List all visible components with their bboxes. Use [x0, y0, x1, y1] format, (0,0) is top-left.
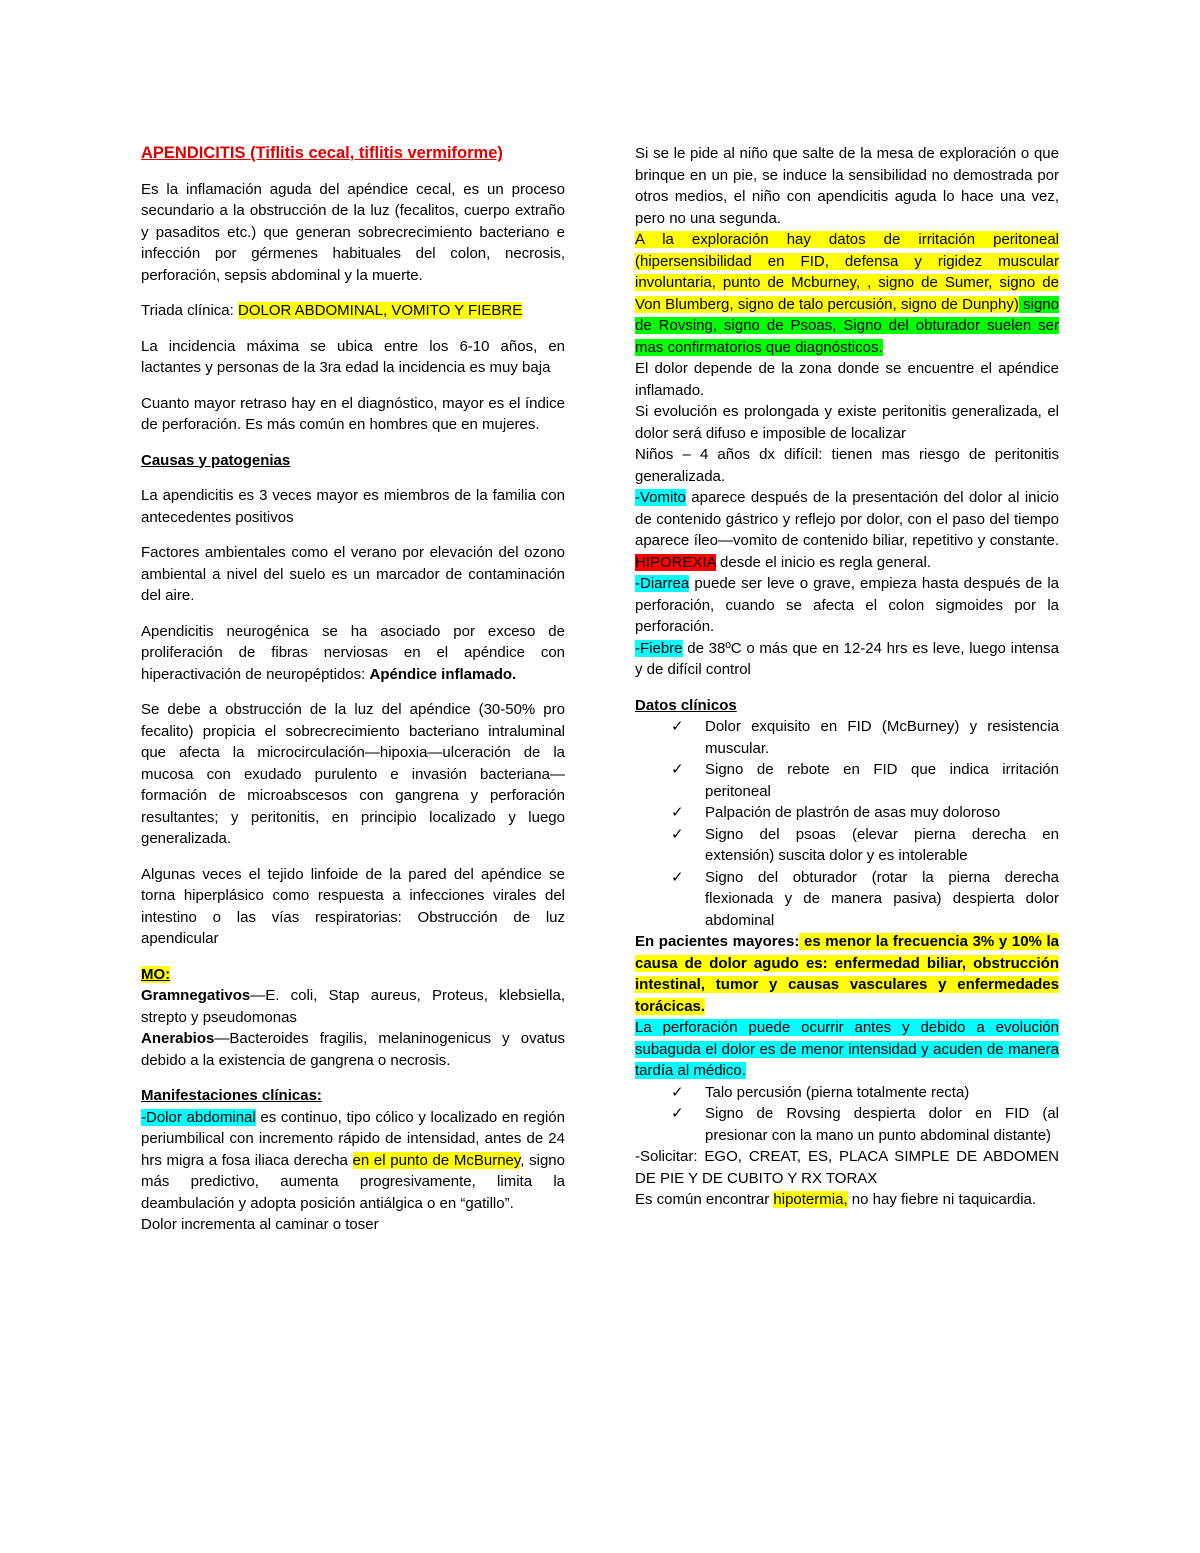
obstruction-paragraph: Se debe a obstrucción de la luz del apéndice (30-50% pro fecalito) propicia el sobrecrecimiento bacteriano intraluminal que afecta la microcirculación—hipoxia—ulceración de la mucosa con exudado purulento e invasión bacteriana—formación de microabscesos con gangrena y perforación resultantes; y peritonitis, en principio localizado y luego generalizada.	[141, 701, 565, 847]
vomit-paragraph	[635, 487, 1059, 573]
mcburney-highlight: en el punto de McBurney	[352, 1151, 521, 1169]
manifestations-heading: Manifestaciones clínicas:	[141, 1087, 322, 1104]
list-item	[635, 1082, 1059, 1104]
fever-label: -Fiebre	[635, 639, 683, 657]
common-text: Es común encontrar	[635, 1191, 774, 1208]
list-item-text: Talo percusión (pierna totalmente recta)	[705, 1083, 970, 1101]
older-text: es menor la frecuencia 3% y 10% la causa de dolor agudo es: enfermedad biliar, obstrucción intestinal, tumor y causas vasculares y enfermedades torácicas.	[635, 933, 1060, 1015]
list-item-text: Dolor exquisito en FID (McBurney) y resistencia muscular.	[705, 718, 1059, 757]
older-label: En pacientes mayores:	[635, 933, 800, 950]
list-item-text: Signo de rebote en FID que indica irritación peritoneal	[705, 761, 1059, 800]
diarrhea-label: -Diarrea	[635, 575, 690, 592]
incidence-paragraph: La incidencia máxima se ubica entre los 6-10 años, en lactantes y personas de la 3ra edad la incidencia es muy baja	[141, 337, 565, 376]
fever-paragraph	[635, 638, 1059, 681]
check-icon: ✓	[671, 761, 684, 778]
causes-heading: Causas y patogenias	[141, 451, 291, 469]
pain-text: es continuo, tipo cólico y localizado en región periumbilical con incremento rápido de intensidad, antes de 24 hrs migra a fosa iliaca derecha	[141, 1108, 565, 1169]
pain-paragraph	[141, 1107, 565, 1215]
neurogenic-paragraph	[141, 621, 565, 686]
list-item-text: Palpación de plastrón de asas muy doloroso	[705, 804, 1001, 821]
hypothermia-paragraph	[635, 1189, 1059, 1211]
hiporexia-highlight: HIPOREXIA	[635, 553, 716, 571]
exam-green-signs: signo de Rovsing, signo de Psoas, Signo del obturador	[635, 295, 1059, 334]
pain-text-2: , signo más predictivo, aumenta progresivamente, limita la deambulación y adopta posición antiálgica o en “gatillo”.	[141, 1151, 565, 1212]
older-patients-paragraph	[635, 931, 1059, 1017]
jump-paragraph: Si se le pide al niño que salte de la mesa de exploración o que brinque en un pie, se induce la sensibilidad no demostrada por otros medios, el niño con apendicitis aguda lo hace una vez, pero no una segunda.	[635, 145, 1059, 227]
family-paragraph: La apendicitis es 3 veces mayor es miembros de la familia con antecedentes positivos	[141, 487, 565, 526]
clinical-list	[635, 716, 1059, 931]
left-column	[141, 143, 565, 1236]
list-item	[635, 716, 1059, 759]
clinical-heading: Datos clínicos	[635, 696, 737, 714]
gram-paragraph	[141, 985, 565, 1028]
environment-paragraph: Factores ambientales como el verano por elevación del ozono ambiental a nivel del suelo es un marcador de contaminación del aire.	[141, 544, 565, 604]
intro-paragraph: Es la inflamación aguda del apéndice cecal, es un proceso secundario a la obstrucción de la luz (fecalitos, cuerpo extraño y pasaditos etc.) que generan sobrecrecimiento bacteriano e infección por gérmenes habituales del colon, necrosis, perforación, sepsis abdominal y la muerte.	[141, 180, 565, 284]
hypothermia-highlight: hipotermia,	[773, 1191, 848, 1208]
check-icon: ✓	[671, 1105, 684, 1122]
anaerobes-label: Anerabios	[141, 1030, 215, 1047]
list-item-text: Signo del psoas (elevar pierna derecha en extensión) suscita dolor y es intolerable	[705, 825, 1059, 864]
exam-yellow-text: A la exploración hay datos de irritación peritoneal (hipersensibilidad en FID, defensa y rigidez muscular involuntaria, punto de Mcburney, , signo de Sumer, signo de Von Blumberg, signo de talo percusión, signo de Dunphy)	[635, 231, 1059, 313]
vomit-text-2: desde el inicio es regla general.	[715, 553, 931, 571]
request-paragraph: -Solicitar: EGO, CREAT, ES, PLACA SIMPLE DE ABDOMEN DE PIE Y DE CUBITO Y RX TORAX	[635, 1148, 1059, 1187]
pain-walk: Dolor incrementa al caminar o toser	[141, 1216, 379, 1233]
lymphoid-paragraph: Algunas veces el tejido linfoide de la pared del apéndice se torna hiperplásico como respuesta a infecciones virales del intestino o las vías respiratorias: Obstrucción de luz apendicular	[141, 865, 565, 947]
exam-green-confirm: suelen ser mas confirmatorios que diagnósticos.	[635, 317, 1060, 356]
perforation-text: La perforación puede ocurrir antes y debido a evolución subaguda el dolor es de menor intensidad y acuden de manera tardía al médico.	[635, 1019, 1059, 1079]
pain-zone-paragraph: El dolor depende de la zona donde se encuentre el apéndice inflamado.	[635, 360, 1059, 399]
check-icon: ✓	[671, 825, 684, 843]
fever-text: de 38ºC o más que en 12-24 hrs es leve, luego intensa y de difícil control	[635, 639, 1059, 678]
list-item	[635, 867, 1059, 932]
neurogenic-text: Apendicitis neurogénica se ha asociado por exceso de proliferación de fibras nerviosas en el apéndice con hiperactivación de neuropéptidos:	[141, 622, 565, 683]
gram-text: —E. coli, Stap aureus, Proteus, klebsiella, strepto y pseudomonas	[141, 987, 565, 1026]
diarrhea-paragraph	[635, 573, 1059, 638]
mo-heading-text: MO:	[141, 965, 171, 983]
anaerobes-text: —Bacteroides fragilis, melaninogenicus y ovatus debido a la existencia de gangrena o necrosis.	[141, 1030, 565, 1069]
list-item	[635, 802, 1059, 824]
vomit-label: -Vomito	[635, 489, 686, 506]
older-list	[635, 1082, 1059, 1147]
prolonged-paragraph: Si evolución es prolongada y existe peritonitis generalizada, el dolor será difuso e imposible de localizar	[635, 403, 1059, 442]
list-item	[635, 1103, 1059, 1146]
list-item-text: Signo del obturador (rotar la pierna derecha flexionada y de manera pasiva) despierta dolor abdominal	[705, 868, 1059, 929]
anaerobes-paragraph	[141, 1028, 565, 1071]
triad-paragraph	[141, 300, 565, 322]
list-item	[635, 759, 1059, 802]
check-icon: ✓	[671, 1083, 684, 1101]
perforation-paragraph	[635, 1017, 1059, 1082]
check-icon: ✓	[671, 868, 684, 886]
pain-label: -Dolor abdominal	[141, 1108, 256, 1126]
list-item-text: Signo de Rovsing despierta dolor en FID (al presionar con la mano un punto abdominal distante)	[705, 1105, 1059, 1144]
check-icon: ✓	[671, 718, 684, 735]
exam-paragraph	[635, 229, 1059, 358]
delay-paragraph: Cuanto mayor retraso hay en el diagnóstico, mayor es el índice de perforación. Es más común en hombres que en mujeres.	[141, 394, 565, 433]
triad-value: DOLOR ABDOMINAL, VOMITO Y FIEBRE	[237, 302, 523, 319]
check-icon: ✓	[671, 804, 684, 821]
diarrhea-text: puede ser leve o grave, empieza hasta después de la perforación, cuando se afecta el colon sigmoides por la perforación.	[635, 575, 1059, 635]
triad-label: Triada clínica:	[141, 302, 238, 319]
children-paragraph: Niños – 4 años dx difícil: tienen mas riesgo de peritonitis generalizada.	[635, 446, 1059, 485]
common-text-2: no hay fiebre ni taquicardia.	[847, 1191, 1037, 1208]
mo-heading	[141, 964, 565, 986]
vomit-text: aparece después de la presentación del dolor al inicio de contenido gástrico y reflejo por dolor, con el paso del tiempo aparece íleo—vomito de contenido biliar, repetitivo y constante.	[635, 489, 1059, 549]
neurogenic-bold: Apéndice inflamado.	[369, 665, 517, 683]
right-column	[635, 143, 1059, 1211]
list-item	[635, 824, 1059, 867]
document-title: APENDICITIS (Tiflitis cecal, tiflitis vermiforme)	[141, 144, 503, 162]
gram-label: Gramnegativos	[141, 987, 251, 1004]
